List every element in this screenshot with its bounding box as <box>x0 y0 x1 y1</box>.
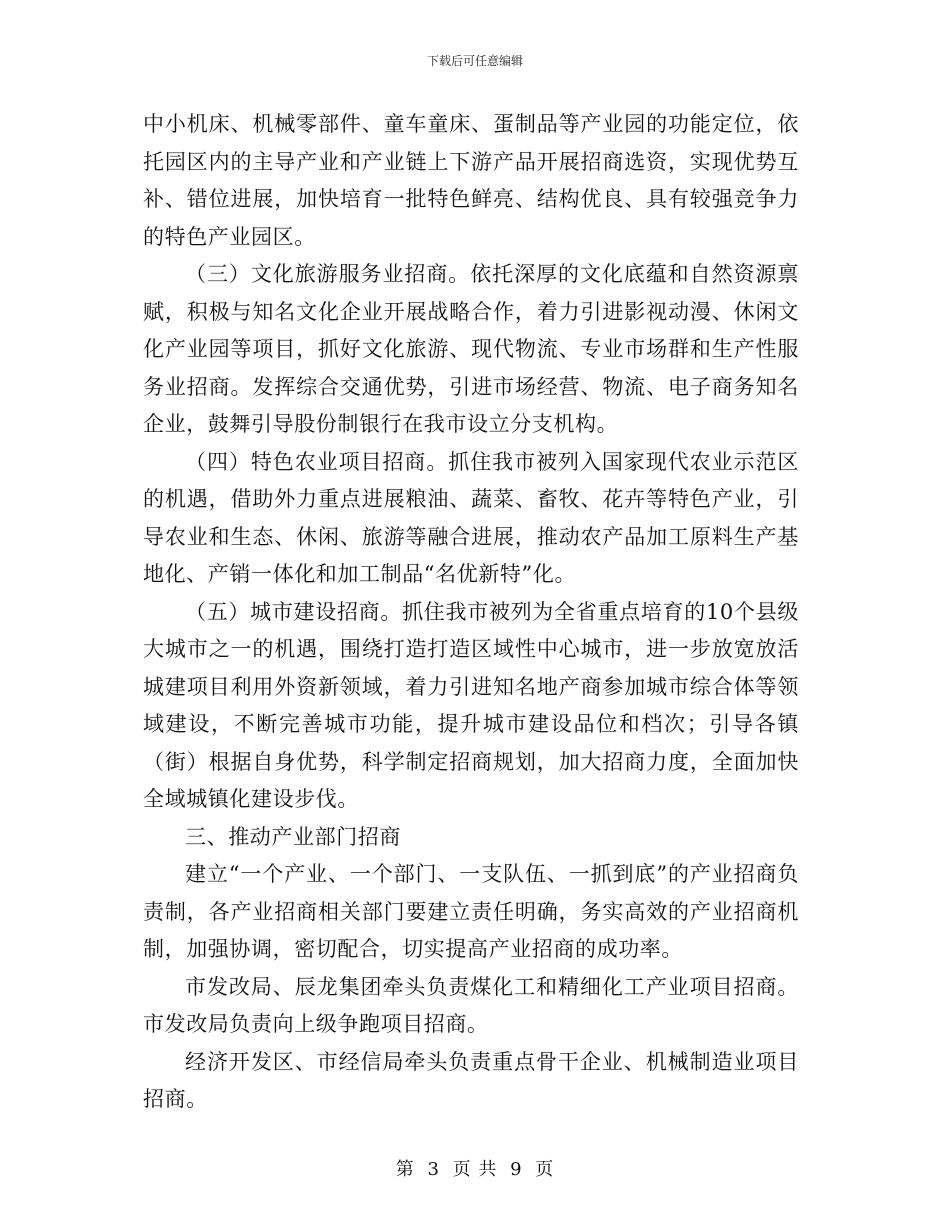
paragraph-continued: 中小机床、机械零部件、童车童床、蛋制品等产业园的功能定位，依托园区内的主导产业和产业链上下游产品开展招商选资，实现优势互补、错位进展，加快培育一批特色鲜亮、结构优良、具有较强竞争力的特色产业园区。 <box>143 112 799 249</box>
page-header <box>0 52 950 69</box>
paragraph-development-bureau: 市发改局、辰龙集团牵头负责煤化工和精细化工产业项目招商。市发改局负责向上级争跑项目招商。 <box>143 974 799 1036</box>
page-footer <box>0 1155 950 1181</box>
paragraph-responsibility: 建立“一个产业、一个部门、一支队伍、一抓到底”的产业招商负责制，各产业招商相关部门要建立责任明确，务实高效的产业招商机制，加强协调，密切配合，切实提高产业招商的成功率。 <box>143 862 799 961</box>
document-body <box>143 106 799 1119</box>
footer-middle: 页 共 <box>452 1159 498 1180</box>
footer-suffix: 页 <box>535 1159 555 1180</box>
header-note: 下载后可任意编辑 <box>426 54 523 68</box>
total-page-number: 9 <box>510 1159 523 1180</box>
paragraph-agriculture: （四）特色农业项目招商。抓住我市被列入国家现代农业示范区的机遇，借助外力重点进展粮油、蔬菜、畜牧、花卉等特色产业，引导农业和生态、休闲、旅游等融合进展，推动农产品加工原料生产基地化、产销一体化和加工制品“名优新特”化。 <box>143 449 799 586</box>
footer-prefix: 第 <box>395 1159 415 1180</box>
current-page-number: 3 <box>427 1159 440 1180</box>
paragraph-economic-zone: 经济开发区、市经信局牵头负责重点骨干企业、机械制造业项目招商。 <box>143 1049 799 1111</box>
paragraph-culture-tourism: （三）文化旅游服务业招商。依托深厚的文化底蕴和自然资源禀赋，积极与知名文化企业开展战略合作，着力引进影视动漫、休闲文化产业园等项目，抓好文化旅游、现代物流、专业市场群和生产性服务业招商。发挥综合交通优势，引进市场经营、物流、电子商务知名企业，鼓舞引导股份制银行在我市设立分支机构。 <box>143 262 799 436</box>
section-heading: 三、推动产业部门招商 <box>185 824 401 849</box>
paragraph-urban-construction: （五）城市建设招商。抓住我市被列为全省重点培育的10个县级大城市之一的机遇，围绕打造打造区域性中心城市，进一步放宽放活城建项目利用外资新领域，着力引进知名地产商参加城市综合体等领域建设，不断完善城市功能，提升城市建设品位和档次；引导各镇（街）根据自身优势，科学制定招商规划，加大招商力度，全面加快全域城镇化建设步伐。 <box>143 599 799 811</box>
